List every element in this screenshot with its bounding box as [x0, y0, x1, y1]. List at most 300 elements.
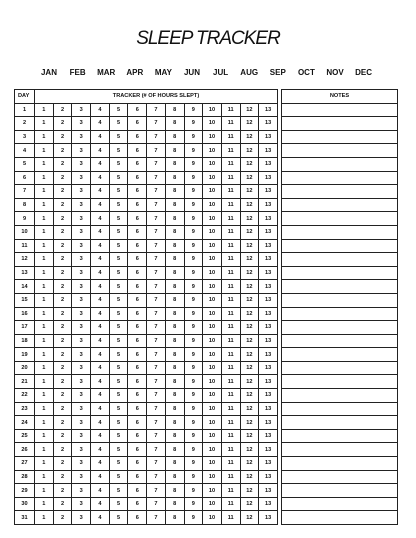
hour-cell[interactable]: 13: [259, 307, 278, 321]
hour-cell[interactable]: 7: [147, 212, 166, 226]
hour-cell[interactable]: 3: [72, 157, 91, 171]
hour-cell[interactable]: 13: [259, 293, 278, 307]
hour-cell[interactable]: 3: [72, 511, 91, 525]
hour-cell[interactable]: 11: [221, 117, 240, 131]
hour-cell[interactable]: 6: [128, 484, 147, 498]
hour-cell[interactable]: 2: [53, 130, 72, 144]
hour-cell[interactable]: 3: [72, 389, 91, 403]
hour-cell[interactable]: 13: [259, 171, 278, 185]
hour-cell[interactable]: 4: [91, 511, 110, 525]
hour-cell[interactable]: 12: [240, 470, 259, 484]
hour-cell[interactable]: 4: [91, 457, 110, 471]
hour-cell[interactable]: 4: [91, 198, 110, 212]
hour-cell[interactable]: 6: [128, 130, 147, 144]
hour-cell[interactable]: 7: [147, 253, 166, 267]
hour-cell[interactable]: 2: [53, 185, 72, 199]
hour-cell[interactable]: 4: [91, 185, 110, 199]
hour-cell[interactable]: 6: [128, 307, 147, 321]
hour-cell[interactable]: 8: [165, 253, 184, 267]
hour-cell[interactable]: 10: [203, 334, 222, 348]
hour-cell[interactable]: 5: [109, 497, 128, 511]
month-feb[interactable]: FEB: [69, 68, 86, 77]
hour-cell[interactable]: 13: [259, 361, 278, 375]
hour-cell[interactable]: 2: [53, 497, 72, 511]
hour-cell[interactable]: 8: [165, 225, 184, 239]
hour-cell[interactable]: 12: [240, 334, 259, 348]
hour-cell[interactable]: 11: [221, 389, 240, 403]
hour-cell[interactable]: 10: [203, 157, 222, 171]
notes-cell[interactable]: [282, 416, 398, 430]
hour-cell[interactable]: 1: [35, 103, 54, 117]
hour-cell[interactable]: 10: [203, 185, 222, 199]
hour-cell[interactable]: 12: [240, 429, 259, 443]
hour-cell[interactable]: 3: [72, 130, 91, 144]
hour-cell[interactable]: 5: [109, 389, 128, 403]
hour-cell[interactable]: 10: [203, 457, 222, 471]
hour-cell[interactable]: 1: [35, 185, 54, 199]
hour-cell[interactable]: 9: [184, 171, 203, 185]
hour-cell[interactable]: 8: [165, 457, 184, 471]
hour-cell[interactable]: 11: [221, 185, 240, 199]
notes-cell[interactable]: [282, 389, 398, 403]
hour-cell[interactable]: 2: [53, 389, 72, 403]
hour-cell[interactable]: 7: [147, 497, 166, 511]
hour-cell[interactable]: 10: [203, 348, 222, 362]
hour-cell[interactable]: 5: [109, 361, 128, 375]
hour-cell[interactable]: 10: [203, 239, 222, 253]
month-jun[interactable]: JUN: [183, 68, 200, 77]
hour-cell[interactable]: 2: [53, 402, 72, 416]
notes-cell[interactable]: [282, 253, 398, 267]
hour-cell[interactable]: 13: [259, 511, 278, 525]
hour-cell[interactable]: 4: [91, 375, 110, 389]
hour-cell[interactable]: 4: [91, 402, 110, 416]
hour-cell[interactable]: 1: [35, 144, 54, 158]
hour-cell[interactable]: 3: [72, 225, 91, 239]
hour-cell[interactable]: 6: [128, 225, 147, 239]
hour-cell[interactable]: 12: [240, 225, 259, 239]
hour-cell[interactable]: 5: [109, 185, 128, 199]
hour-cell[interactable]: 8: [165, 239, 184, 253]
hour-cell[interactable]: 9: [184, 253, 203, 267]
hour-cell[interactable]: 10: [203, 416, 222, 430]
hour-cell[interactable]: 13: [259, 225, 278, 239]
hour-cell[interactable]: 1: [35, 443, 54, 457]
hour-cell[interactable]: 8: [165, 307, 184, 321]
hour-cell[interactable]: 2: [53, 429, 72, 443]
hour-cell[interactable]: 4: [91, 130, 110, 144]
hour-cell[interactable]: 6: [128, 457, 147, 471]
month-jul[interactable]: JUL: [213, 68, 229, 77]
hour-cell[interactable]: 11: [221, 239, 240, 253]
hour-cell[interactable]: 1: [35, 429, 54, 443]
hour-cell[interactable]: 3: [72, 402, 91, 416]
hour-cell[interactable]: 8: [165, 144, 184, 158]
hour-cell[interactable]: 12: [240, 117, 259, 131]
hour-cell[interactable]: 12: [240, 171, 259, 185]
hour-cell[interactable]: 1: [35, 497, 54, 511]
hour-cell[interactable]: 4: [91, 416, 110, 430]
hour-cell[interactable]: 8: [165, 402, 184, 416]
hour-cell[interactable]: 8: [165, 280, 184, 294]
hour-cell[interactable]: 13: [259, 185, 278, 199]
hour-cell[interactable]: 6: [128, 198, 147, 212]
hour-cell[interactable]: 1: [35, 225, 54, 239]
hour-cell[interactable]: 7: [147, 225, 166, 239]
hour-cell[interactable]: 7: [147, 157, 166, 171]
hour-cell[interactable]: 10: [203, 280, 222, 294]
hour-cell[interactable]: 7: [147, 280, 166, 294]
hour-cell[interactable]: 2: [53, 375, 72, 389]
hour-cell[interactable]: 3: [72, 117, 91, 131]
notes-cell[interactable]: [282, 321, 398, 335]
hour-cell[interactable]: 9: [184, 266, 203, 280]
hour-cell[interactable]: 3: [72, 416, 91, 430]
hour-cell[interactable]: 12: [240, 484, 259, 498]
hour-cell[interactable]: 1: [35, 266, 54, 280]
hour-cell[interactable]: 13: [259, 144, 278, 158]
notes-cell[interactable]: [282, 280, 398, 294]
hour-cell[interactable]: 6: [128, 293, 147, 307]
hour-cell[interactable]: 13: [259, 334, 278, 348]
hour-cell[interactable]: 3: [72, 144, 91, 158]
hour-cell[interactable]: 4: [91, 348, 110, 362]
hour-cell[interactable]: 7: [147, 484, 166, 498]
hour-cell[interactable]: 2: [53, 212, 72, 226]
month-jan[interactable]: JAN: [40, 68, 57, 77]
hour-cell[interactable]: 6: [128, 375, 147, 389]
hour-cell[interactable]: 1: [35, 307, 54, 321]
hour-cell[interactable]: 3: [72, 171, 91, 185]
month-sep[interactable]: SEP: [269, 68, 286, 77]
hour-cell[interactable]: 3: [72, 212, 91, 226]
hour-cell[interactable]: 3: [72, 484, 91, 498]
hour-cell[interactable]: 4: [91, 280, 110, 294]
hour-cell[interactable]: 10: [203, 511, 222, 525]
hour-cell[interactable]: 8: [165, 389, 184, 403]
hour-cell[interactable]: 9: [184, 375, 203, 389]
notes-cell[interactable]: [282, 348, 398, 362]
hour-cell[interactable]: 8: [165, 484, 184, 498]
hour-cell[interactable]: 13: [259, 497, 278, 511]
hour-cell[interactable]: 6: [128, 103, 147, 117]
notes-cell[interactable]: [282, 470, 398, 484]
hour-cell[interactable]: 11: [221, 334, 240, 348]
hour-cell[interactable]: 5: [109, 212, 128, 226]
hour-cell[interactable]: 13: [259, 239, 278, 253]
hour-cell[interactable]: 5: [109, 266, 128, 280]
hour-cell[interactable]: 7: [147, 334, 166, 348]
hour-cell[interactable]: 5: [109, 253, 128, 267]
hour-cell[interactable]: 1: [35, 212, 54, 226]
hour-cell[interactable]: 12: [240, 457, 259, 471]
hour-cell[interactable]: 11: [221, 103, 240, 117]
hour-cell[interactable]: 6: [128, 144, 147, 158]
hour-cell[interactable]: 5: [109, 144, 128, 158]
hour-cell[interactable]: 9: [184, 185, 203, 199]
hour-cell[interactable]: 1: [35, 293, 54, 307]
hour-cell[interactable]: 11: [221, 144, 240, 158]
hour-cell[interactable]: 10: [203, 321, 222, 335]
hour-cell[interactable]: 13: [259, 280, 278, 294]
hour-cell[interactable]: 12: [240, 157, 259, 171]
hour-cell[interactable]: 6: [128, 334, 147, 348]
hour-cell[interactable]: 4: [91, 443, 110, 457]
hour-cell[interactable]: 10: [203, 144, 222, 158]
hour-cell[interactable]: 3: [72, 443, 91, 457]
hour-cell[interactable]: 7: [147, 239, 166, 253]
hour-cell[interactable]: 8: [165, 117, 184, 131]
hour-cell[interactable]: 6: [128, 171, 147, 185]
hour-cell[interactable]: 1: [35, 171, 54, 185]
hour-cell[interactable]: 11: [221, 470, 240, 484]
hour-cell[interactable]: 10: [203, 429, 222, 443]
hour-cell[interactable]: 11: [221, 484, 240, 498]
hour-cell[interactable]: 12: [240, 198, 259, 212]
hour-cell[interactable]: 13: [259, 484, 278, 498]
hour-cell[interactable]: 2: [53, 293, 72, 307]
hour-cell[interactable]: 3: [72, 334, 91, 348]
hour-cell[interactable]: 2: [53, 239, 72, 253]
hour-cell[interactable]: 3: [72, 185, 91, 199]
hour-cell[interactable]: 13: [259, 457, 278, 471]
hour-cell[interactable]: 4: [91, 171, 110, 185]
hour-cell[interactable]: 12: [240, 443, 259, 457]
hour-cell[interactable]: 1: [35, 280, 54, 294]
hour-cell[interactable]: 8: [165, 198, 184, 212]
hour-cell[interactable]: 5: [109, 457, 128, 471]
hour-cell[interactable]: 6: [128, 389, 147, 403]
hour-cell[interactable]: 12: [240, 511, 259, 525]
hour-cell[interactable]: 12: [240, 253, 259, 267]
hour-cell[interactable]: 3: [72, 198, 91, 212]
hour-cell[interactable]: 12: [240, 497, 259, 511]
hour-cell[interactable]: 4: [91, 117, 110, 131]
hour-cell[interactable]: 9: [184, 511, 203, 525]
month-apr[interactable]: APR: [126, 68, 144, 77]
hour-cell[interactable]: 6: [128, 429, 147, 443]
hour-cell[interactable]: 1: [35, 470, 54, 484]
hour-cell[interactable]: 3: [72, 103, 91, 117]
hour-cell[interactable]: 9: [184, 470, 203, 484]
month-aug[interactable]: AUG: [240, 68, 259, 77]
hour-cell[interactable]: 6: [128, 157, 147, 171]
hour-cell[interactable]: 6: [128, 117, 147, 131]
hour-cell[interactable]: 13: [259, 130, 278, 144]
hour-cell[interactable]: 11: [221, 375, 240, 389]
notes-cell[interactable]: [282, 198, 398, 212]
hour-cell[interactable]: 9: [184, 225, 203, 239]
hour-cell[interactable]: 11: [221, 171, 240, 185]
hour-cell[interactable]: 11: [221, 402, 240, 416]
month-may[interactable]: MAY: [154, 68, 172, 77]
hour-cell[interactable]: 4: [91, 307, 110, 321]
hour-cell[interactable]: 10: [203, 470, 222, 484]
hour-cell[interactable]: 10: [203, 117, 222, 131]
notes-cell[interactable]: [282, 266, 398, 280]
hour-cell[interactable]: 3: [72, 239, 91, 253]
hour-cell[interactable]: 7: [147, 361, 166, 375]
hour-cell[interactable]: 2: [53, 443, 72, 457]
hour-cell[interactable]: 7: [147, 185, 166, 199]
hour-cell[interactable]: 2: [53, 321, 72, 335]
hour-cell[interactable]: 9: [184, 457, 203, 471]
hour-cell[interactable]: 9: [184, 157, 203, 171]
hour-cell[interactable]: 2: [53, 348, 72, 362]
hour-cell[interactable]: 6: [128, 443, 147, 457]
hour-cell[interactable]: 10: [203, 293, 222, 307]
hour-cell[interactable]: 12: [240, 361, 259, 375]
hour-cell[interactable]: 12: [240, 293, 259, 307]
notes-cell[interactable]: [282, 375, 398, 389]
hour-cell[interactable]: 12: [240, 239, 259, 253]
hour-cell[interactable]: 3: [72, 266, 91, 280]
hour-cell[interactable]: 3: [72, 348, 91, 362]
hour-cell[interactable]: 4: [91, 103, 110, 117]
hour-cell[interactable]: 2: [53, 225, 72, 239]
hour-cell[interactable]: 10: [203, 484, 222, 498]
hour-cell[interactable]: 2: [53, 334, 72, 348]
hour-cell[interactable]: 2: [53, 198, 72, 212]
hour-cell[interactable]: 10: [203, 361, 222, 375]
hour-cell[interactable]: 10: [203, 212, 222, 226]
hour-cell[interactable]: 11: [221, 157, 240, 171]
hour-cell[interactable]: 11: [221, 443, 240, 457]
hour-cell[interactable]: 7: [147, 144, 166, 158]
hour-cell[interactable]: 8: [165, 375, 184, 389]
hour-cell[interactable]: 9: [184, 334, 203, 348]
hour-cell[interactable]: 6: [128, 497, 147, 511]
hour-cell[interactable]: 6: [128, 280, 147, 294]
hour-cell[interactable]: 13: [259, 416, 278, 430]
hour-cell[interactable]: 5: [109, 239, 128, 253]
hour-cell[interactable]: 10: [203, 375, 222, 389]
hour-cell[interactable]: 2: [53, 253, 72, 267]
hour-cell[interactable]: 8: [165, 429, 184, 443]
hour-cell[interactable]: 7: [147, 198, 166, 212]
hour-cell[interactable]: 9: [184, 429, 203, 443]
hour-cell[interactable]: 1: [35, 457, 54, 471]
hour-cell[interactable]: 9: [184, 497, 203, 511]
hour-cell[interactable]: 8: [165, 321, 184, 335]
notes-cell[interactable]: [282, 484, 398, 498]
hour-cell[interactable]: 11: [221, 361, 240, 375]
hour-cell[interactable]: 5: [109, 429, 128, 443]
hour-cell[interactable]: 10: [203, 307, 222, 321]
hour-cell[interactable]: 9: [184, 402, 203, 416]
hour-cell[interactable]: 6: [128, 253, 147, 267]
notes-cell[interactable]: [282, 511, 398, 525]
hour-cell[interactable]: 13: [259, 117, 278, 131]
hour-cell[interactable]: 7: [147, 443, 166, 457]
hour-cell[interactable]: 2: [53, 416, 72, 430]
hour-cell[interactable]: 2: [53, 144, 72, 158]
hour-cell[interactable]: 3: [72, 429, 91, 443]
hour-cell[interactable]: 10: [203, 253, 222, 267]
hour-cell[interactable]: 1: [35, 130, 54, 144]
hour-cell[interactable]: 6: [128, 511, 147, 525]
hour-cell[interactable]: 11: [221, 348, 240, 362]
hour-cell[interactable]: 11: [221, 321, 240, 335]
hour-cell[interactable]: 2: [53, 117, 72, 131]
hour-cell[interactable]: 4: [91, 266, 110, 280]
hour-cell[interactable]: 9: [184, 212, 203, 226]
hour-cell[interactable]: 12: [240, 321, 259, 335]
hour-cell[interactable]: 4: [91, 144, 110, 158]
notes-cell[interactable]: [282, 212, 398, 226]
hour-cell[interactable]: 4: [91, 389, 110, 403]
hour-cell[interactable]: 1: [35, 389, 54, 403]
notes-cell[interactable]: [282, 225, 398, 239]
hour-cell[interactable]: 9: [184, 361, 203, 375]
hour-cell[interactable]: 7: [147, 130, 166, 144]
hour-cell[interactable]: 4: [91, 497, 110, 511]
notes-cell[interactable]: [282, 334, 398, 348]
hour-cell[interactable]: 8: [165, 416, 184, 430]
hour-cell[interactable]: 4: [91, 253, 110, 267]
notes-cell[interactable]: [282, 144, 398, 158]
hour-cell[interactable]: 8: [165, 497, 184, 511]
hour-cell[interactable]: 7: [147, 266, 166, 280]
hour-cell[interactable]: 1: [35, 484, 54, 498]
notes-cell[interactable]: [282, 293, 398, 307]
hour-cell[interactable]: 11: [221, 511, 240, 525]
hour-cell[interactable]: 1: [35, 253, 54, 267]
hour-cell[interactable]: 8: [165, 293, 184, 307]
hour-cell[interactable]: 6: [128, 212, 147, 226]
hour-cell[interactable]: 6: [128, 361, 147, 375]
hour-cell[interactable]: 12: [240, 185, 259, 199]
hour-cell[interactable]: 5: [109, 157, 128, 171]
notes-cell[interactable]: [282, 130, 398, 144]
hour-cell[interactable]: 13: [259, 389, 278, 403]
hour-cell[interactable]: 10: [203, 266, 222, 280]
hour-cell[interactable]: 7: [147, 103, 166, 117]
hour-cell[interactable]: 8: [165, 511, 184, 525]
hour-cell[interactable]: 8: [165, 334, 184, 348]
hour-cell[interactable]: 1: [35, 157, 54, 171]
hour-cell[interactable]: 1: [35, 239, 54, 253]
hour-cell[interactable]: 8: [165, 443, 184, 457]
hour-cell[interactable]: 9: [184, 307, 203, 321]
hour-cell[interactable]: 12: [240, 348, 259, 362]
notes-cell[interactable]: [282, 171, 398, 185]
hour-cell[interactable]: 3: [72, 457, 91, 471]
hour-cell[interactable]: 4: [91, 212, 110, 226]
hour-cell[interactable]: 8: [165, 361, 184, 375]
hour-cell[interactable]: 3: [72, 293, 91, 307]
hour-cell[interactable]: 9: [184, 239, 203, 253]
hour-cell[interactable]: 3: [72, 497, 91, 511]
hour-cell[interactable]: 11: [221, 293, 240, 307]
hour-cell[interactable]: 5: [109, 375, 128, 389]
hour-cell[interactable]: 11: [221, 212, 240, 226]
hour-cell[interactable]: 5: [109, 293, 128, 307]
hour-cell[interactable]: 8: [165, 212, 184, 226]
hour-cell[interactable]: 11: [221, 429, 240, 443]
hour-cell[interactable]: 5: [109, 402, 128, 416]
hour-cell[interactable]: 9: [184, 484, 203, 498]
notes-cell[interactable]: [282, 307, 398, 321]
hour-cell[interactable]: 2: [53, 157, 72, 171]
hour-cell[interactable]: 9: [184, 280, 203, 294]
hour-cell[interactable]: 3: [72, 307, 91, 321]
hour-cell[interactable]: 11: [221, 497, 240, 511]
hour-cell[interactable]: 12: [240, 212, 259, 226]
hour-cell[interactable]: 6: [128, 402, 147, 416]
hour-cell[interactable]: 11: [221, 130, 240, 144]
hour-cell[interactable]: 11: [221, 253, 240, 267]
